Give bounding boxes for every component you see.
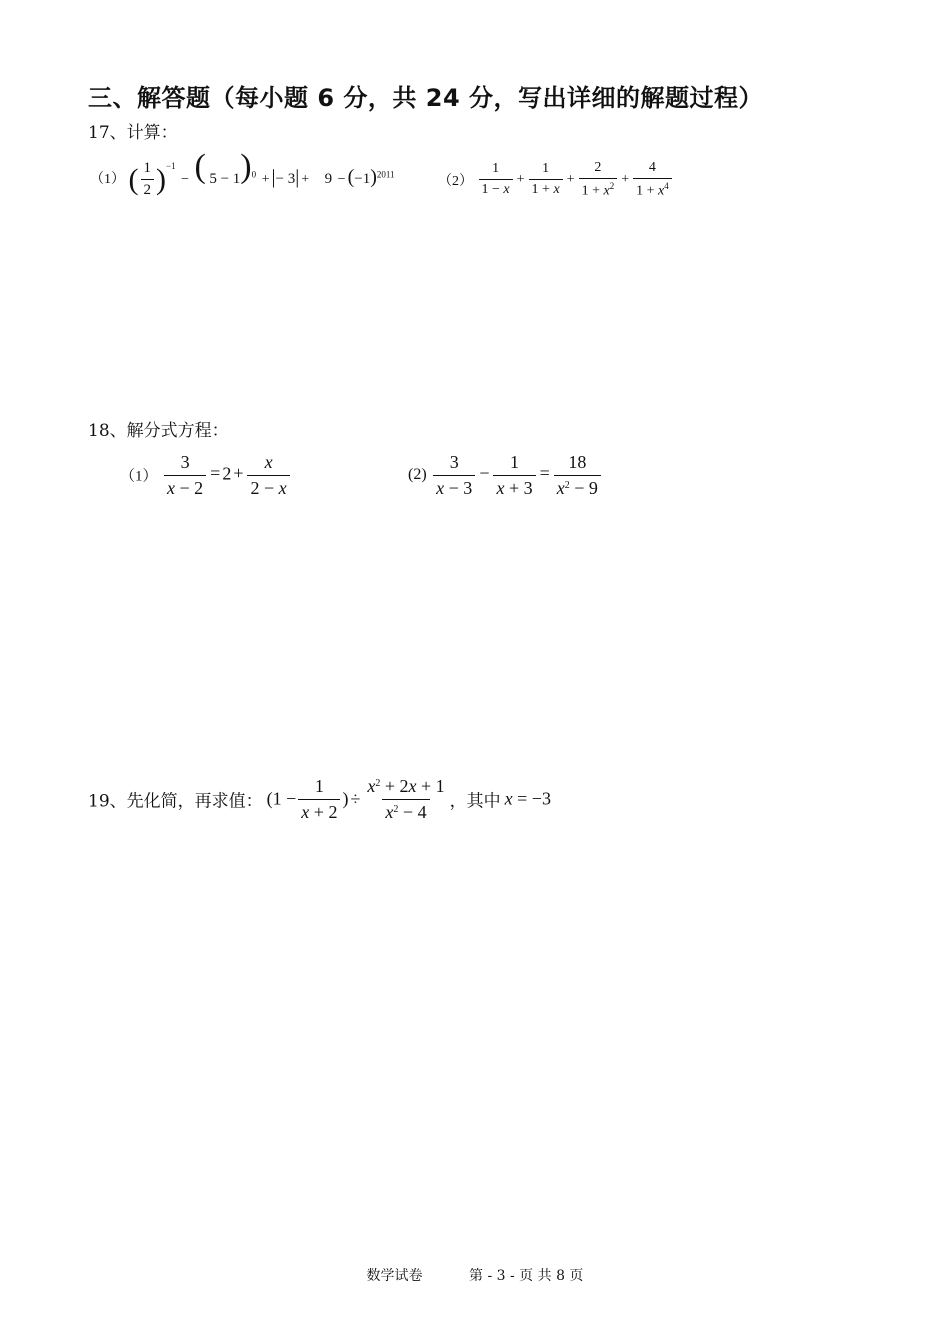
- fraction-denominator: [164, 475, 206, 499]
- exponent: 0: [251, 169, 257, 180]
- var-x: x: [503, 182, 510, 198]
- right-paren: ): [156, 162, 166, 196]
- fraction-denominator: [382, 799, 429, 823]
- part-label: （2）: [438, 173, 473, 189]
- footer-page-number: 第 - 3 - 页 共 8 页: [469, 1268, 584, 1284]
- fraction-numerator: 2: [594, 160, 602, 175]
- radical-nine: 9: [324, 171, 333, 187]
- var-x: x: [301, 801, 310, 822]
- fraction-numerator: 1: [314, 776, 324, 796]
- operator: +: [516, 172, 525, 188]
- left-paren: (: [347, 166, 355, 188]
- condition-value: = −3: [512, 788, 551, 809]
- abs-bar: |: [271, 166, 276, 188]
- var-x: x: [436, 477, 445, 498]
- den-const: − 2: [175, 477, 204, 498]
- fraction-numerator: 4: [648, 160, 656, 175]
- section-title: 三、解答题（每小题 6 分，共 24 分，写出详细的解题过程）: [88, 84, 764, 112]
- fraction-rhs: [247, 452, 289, 498]
- left-paren: (: [128, 162, 139, 196]
- abs-value: − 3: [275, 171, 296, 187]
- operator: +: [261, 172, 270, 187]
- fraction-numerator: 1: [143, 160, 151, 177]
- fraction-denominator: 2: [141, 179, 155, 199]
- var-x: x: [167, 477, 176, 498]
- var-x: x: [408, 776, 417, 796]
- den-const: 1 +: [636, 183, 658, 199]
- var-x: x: [504, 788, 513, 809]
- question-19: [88, 776, 551, 822]
- var-x: x: [556, 477, 565, 498]
- operator: −: [337, 172, 346, 187]
- fraction-denominator: [529, 179, 563, 198]
- den-const: 2 −: [250, 477, 279, 498]
- exponent: 2: [564, 479, 570, 491]
- fraction-numerator: 18: [568, 452, 587, 472]
- den-const: + 2: [309, 801, 338, 822]
- fraction-numerator: x: [264, 452, 273, 472]
- fraction-term-3: [579, 160, 618, 200]
- den-const: − 9: [569, 477, 598, 498]
- part-label: （1）: [120, 468, 158, 485]
- den-const: 1 −: [481, 182, 504, 198]
- close-paren: ): [342, 788, 349, 809]
- question-18-label: 18、解分式方程：: [88, 421, 229, 441]
- var-x: x: [496, 477, 505, 498]
- exponent: 2: [609, 181, 615, 192]
- fraction-term-4: [633, 160, 672, 200]
- abs-bar: |: [295, 166, 300, 188]
- footer-subject: 数学试卷: [366, 1268, 423, 1284]
- fraction-numerator: [364, 776, 447, 799]
- fraction-denominator: [554, 475, 601, 499]
- fraction-lhs: [164, 452, 206, 498]
- fraction-denominator: [298, 799, 340, 823]
- var-x: x: [278, 477, 287, 498]
- exponent: 4: [664, 181, 669, 192]
- var-x: x: [603, 183, 610, 199]
- den-const: − 4: [398, 801, 427, 822]
- base-value: −1: [354, 171, 371, 187]
- var-x: x: [385, 801, 394, 822]
- var-x: x: [553, 182, 560, 198]
- fraction-numerator: 1: [510, 452, 520, 472]
- exponent: 2: [375, 778, 381, 789]
- right-paren: ): [370, 166, 377, 188]
- open-expression: (1 −: [266, 788, 297, 809]
- den-const: 1 +: [531, 182, 554, 198]
- den-const: 1 +: [581, 183, 604, 199]
- question-18-part-2: [408, 452, 603, 498]
- question-17-part-1: [90, 150, 395, 200]
- exponent: 2011: [376, 169, 395, 180]
- question-17-part-2: [438, 160, 674, 200]
- condition-prefix: ，其中: [449, 791, 501, 812]
- fraction-denominator: [247, 475, 289, 499]
- fraction-denominator: [479, 179, 513, 198]
- radical-expression: 5 − 1: [209, 171, 241, 187]
- fraction-denominator: [493, 475, 535, 499]
- fraction-term-1: [479, 161, 513, 198]
- exponent: −1: [166, 161, 176, 171]
- question-18-part-1: [120, 452, 292, 498]
- equals-sign: =: [539, 463, 550, 484]
- fraction-c: [554, 452, 601, 498]
- fraction-numerator: 1: [542, 161, 550, 177]
- operator: +: [621, 172, 630, 188]
- operator: +: [301, 172, 310, 187]
- fraction-inner: [298, 776, 340, 822]
- part-label: （1）: [90, 172, 125, 187]
- fraction-numerator: 1: [492, 161, 500, 177]
- fraction-a: [433, 452, 475, 498]
- fraction-numerator: 3: [180, 452, 190, 472]
- part-label: (2): [408, 466, 427, 484]
- fraction-denominator: [579, 178, 618, 200]
- fraction-half: [141, 160, 155, 200]
- page-footer: [0, 1265, 950, 1285]
- divide-sign: ÷: [350, 788, 361, 809]
- right-paren: ): [240, 148, 252, 185]
- den-const: + 3: [504, 477, 533, 498]
- var-x: x: [658, 183, 665, 199]
- fraction-b: [493, 452, 535, 498]
- fraction-denominator: [433, 475, 475, 499]
- operator: +: [566, 172, 575, 188]
- fraction-term-2: [529, 161, 563, 198]
- fraction-denominator: [633, 178, 672, 200]
- left-paren: (: [194, 148, 206, 185]
- num-const: + 1: [416, 776, 445, 796]
- den-const: − 3: [444, 477, 473, 498]
- num-term: + 2: [380, 776, 409, 796]
- question-19-label: 19、先化简，再求值：: [88, 791, 263, 812]
- operator: −: [479, 463, 490, 484]
- fraction-numerator: 3: [449, 452, 459, 472]
- var-x: x: [367, 776, 376, 796]
- exponent: 2: [393, 803, 399, 815]
- constant: 2: [222, 463, 232, 484]
- question-17-label: 17、计算：: [88, 123, 178, 143]
- fraction-outer: [364, 776, 447, 822]
- operator: +: [233, 463, 244, 484]
- equals-sign: =: [210, 463, 221, 484]
- operator: −: [181, 172, 189, 187]
